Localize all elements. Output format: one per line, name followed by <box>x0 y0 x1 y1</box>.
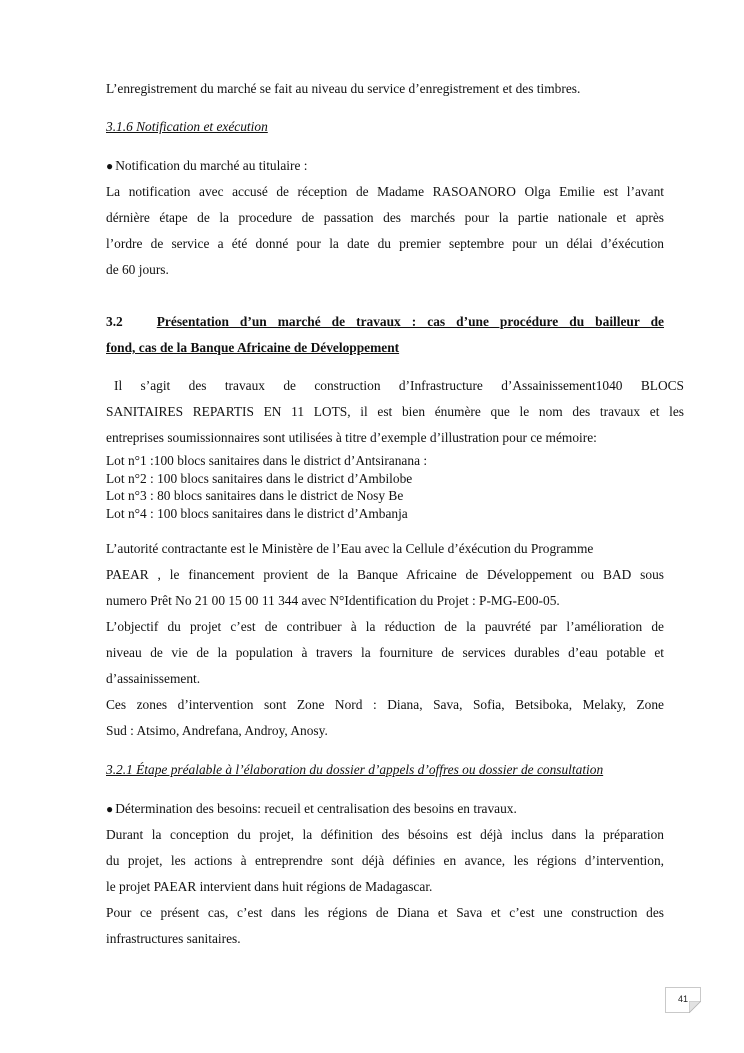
bullet-besoins <box>106 796 517 822</box>
section-heading-3-2 <box>106 309 664 361</box>
bullet-notification-text: Notification du marché au titulaire : <box>115 158 308 173</box>
folded-corner-icon <box>689 1001 701 1013</box>
authority-line: L’objectif du projet c’est de contribuer à la réduction de la pauvrété par l’amélioration de <box>106 619 664 634</box>
lots-list <box>106 452 427 522</box>
conception-line: le projet PAEAR intervient dans huit régions de Madagascar. <box>106 879 433 894</box>
intro-paragraph: L’enregistrement du marché se fait au niveau du service d’enregistrement et des timbres. <box>106 81 581 96</box>
notification-line: de 60 jours. <box>106 262 169 277</box>
section-number: 3.2 <box>106 314 123 329</box>
notification-line: l’ordre de service a été donné pour la date du premier septembre pour un délai d’éxécution <box>106 236 664 251</box>
authority-line: niveau de vie de la population à travers la fourniture de services durables d’eau potable et <box>106 645 664 660</box>
lot-item: Lot n°2 : 100 blocs sanitaires dans le district d’Ambilobe <box>106 470 413 486</box>
bullet-notification <box>106 153 308 179</box>
authority-line: numero Prêt No 21 00 15 00 11 344 avec N°Identification du Projet : P-MG-E00-05. <box>106 593 560 608</box>
conception-paragraph <box>106 822 664 952</box>
authority-line: Sud : Atsimo, Andrefana, Androy, Anosy. <box>106 723 328 738</box>
lot-item: Lot n°4 : 100 blocs sanitaires dans le district d’Ambanja <box>106 505 408 521</box>
section-title-part1: Présentation d’un marché de travaux : cas d’une procédure du bailleur de <box>156 314 664 329</box>
lot-item: Lot n°1 :100 blocs sanitaires dans le district d’Antsiranana : <box>106 453 428 468</box>
page-number: 41 <box>677 994 688 1004</box>
authority-line: d’assainissement. <box>106 671 201 686</box>
section-heading-3-2-line1 <box>106 309 664 335</box>
notification-line: dérnière étape de la procedure de passation des marchés pour la partie nationale et après <box>106 210 664 225</box>
notification-line: La notification avec accusé de réception de Madame RASOANORO Olga Emilie est l’avant <box>106 184 664 199</box>
project-line: Il s’agit des travaux de construction d’Infrastructure d’Assainissement1040 BLOCS <box>114 378 684 393</box>
page-number-box <box>665 987 701 1013</box>
notification-paragraph <box>106 179 664 283</box>
bullet-besoins-text: Détermination des besoins: recueil et centralisation des besoins en travaux. <box>115 801 517 816</box>
project-line: entreprises soumissionnaires sont utilisées à titre d’exemple d’illustration pour ce mémoire: <box>106 430 597 445</box>
conception-line: Pour ce présent cas, c’est dans les régions de Diana et Sava et c’est une construction des <box>106 905 664 920</box>
conception-line: infrastructures sanitaires. <box>106 931 241 946</box>
conception-line: du projet, les actions à entreprendre sont déjà définies en avance, les régions d’intervention, <box>106 853 664 868</box>
authority-line: Ces zones d’intervention sont Zone Nord : Diana, Sava, Sofia, Betsiboka, Melaky, Zone <box>106 697 664 712</box>
conception-line: Durant la conception du projet, la définition des bésoins est déjà inclus dans la préparation <box>106 827 664 842</box>
bullet-icon: ● <box>106 802 114 816</box>
authority-line: L’autorité contractante est le Ministère de l’Eau avec la Cellule d’éxécution du Programme <box>106 541 594 556</box>
section-heading-3-2-1: 3.2.1 Étape préalable à l’élaboration du dossier d’appels d’offres ou dossier de consultation <box>106 762 604 777</box>
lot-item: Lot n°3 : 80 blocs sanitaires dans le district de Nosy Be <box>106 488 404 503</box>
project-paragraph <box>106 373 684 451</box>
bullet-icon: ● <box>106 159 114 173</box>
authority-paragraph <box>106 536 664 744</box>
authority-line: PAEAR , le financement provient de la Banque Africaine de Développement ou BAD sous <box>106 567 664 582</box>
section-heading-3-1-6: 3.1.6 Notification et exécution <box>106 119 268 134</box>
section-heading-3-2-line2: fond, cas de la Banque Africaine de Développement <box>106 340 400 355</box>
project-line: SANITAIRES REPARTIS EN 11 LOTS, il est bien énumère que le nom des travaux et les <box>106 404 684 419</box>
